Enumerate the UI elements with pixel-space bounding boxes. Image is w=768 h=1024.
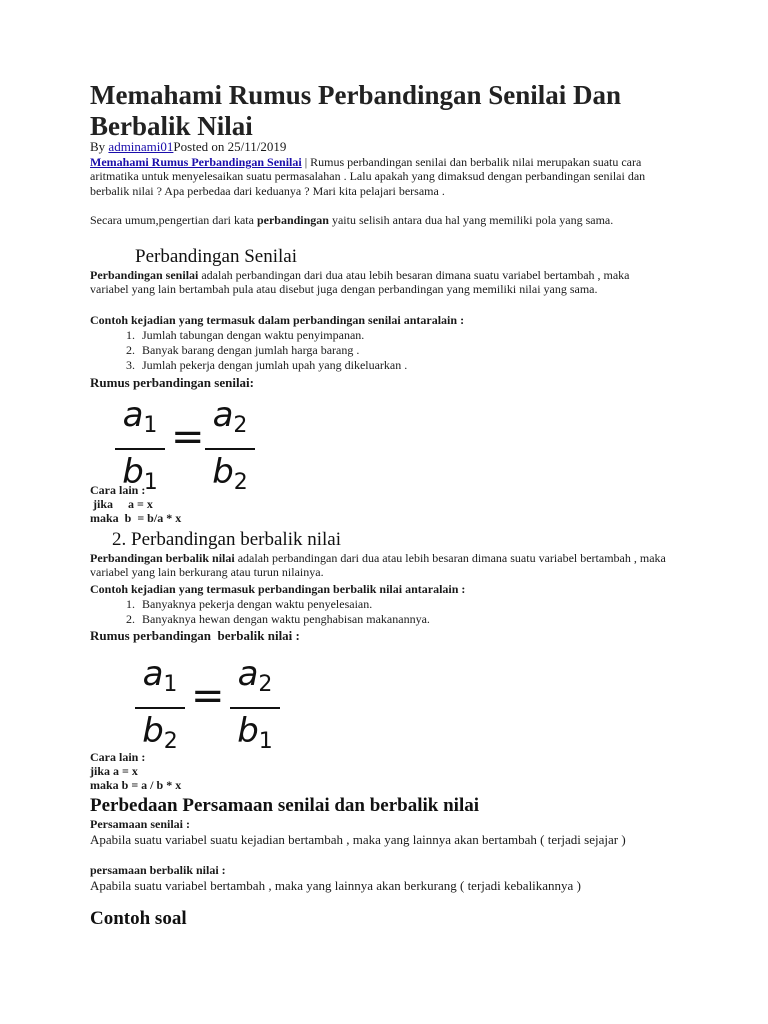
general-definition — [90, 213, 670, 227]
general-pre: Secara umum,pengertian dari kata — [90, 213, 257, 227]
persamaan-senilai-label: Persamaan senilai : — [90, 817, 190, 831]
berbalik-examples-title: Contoh kejadian yang termasuk perbandingan berbalik nilai antaralain : — [90, 582, 466, 596]
alt-label: Cara lain : — [90, 750, 146, 764]
persamaan-berbalik-label: persamaan berbalik nilai : — [90, 863, 226, 877]
persamaan-senilai-text: Apabila suatu variabel suatu kejadian bertambah , maka yang lainnya akan bertambah ( terjadi sejajar ) — [90, 832, 626, 847]
persamaan-berbalik-text: Apabila suatu variabel bertambah , maka yang lainnya akan berkurang ( terjadi kebalikannya ) — [90, 878, 581, 893]
list-item: 2. Banyaknya hewan dengan waktu penghabisan makanannya. — [138, 612, 718, 627]
page-title: Memahami Rumus Perbandingan Senilai Dan Berbalik Nilai — [90, 80, 622, 141]
berbalik-def-bold: Perbandingan berbalik nilai — [90, 551, 235, 565]
senilai-examples-list — [90, 328, 718, 373]
equals-sign: = — [191, 673, 225, 719]
section-heading-perbedaan: Perbedaan Persamaan senilai dan berbalik nilai — [90, 795, 480, 816]
senilai-def-bold: Perbandingan senilai — [90, 268, 199, 282]
list-item: 1. Banyaknya pekerja dengan waktu penyelesaian. — [138, 597, 718, 612]
intro-paragraph — [90, 155, 670, 198]
berbalik-definition — [90, 551, 670, 580]
fraction-left: $a_1$ $b_2$ — [135, 654, 185, 762]
author-link[interactable]: adminami01 — [108, 139, 174, 154]
fraction-right: $a_2$ $b_1$ — [230, 654, 280, 762]
byline — [90, 139, 286, 154]
alt-line: maka b = b/a * x — [90, 511, 182, 525]
section-heading-senilai: Perbandingan Senilai — [135, 246, 297, 267]
section-heading-contoh-soal: Contoh soal — [90, 908, 187, 929]
alt-label: Cara lain : — [90, 483, 146, 497]
alt-line: jika a = x — [90, 497, 153, 511]
intro-text: | Rumus perbandingan senilai dan berbalik nilai merupakan suatu cara aritmatika untuk menyelesaikan suatu permasalahan . Lalu apakah yang dimaksud dengan perbandingan senilai dan berbalik nilai ? Apa perbedaa dari keduanya ? Mari kita pelajari bersama . — [90, 155, 646, 198]
list-item: 2. Banyak barang dengan jumlah harga barang . — [138, 343, 718, 358]
section-heading-berbalik: 2. Perbandingan berbalik nilai — [112, 529, 341, 550]
list-item: 1. Jumlah tabungan dengan waktu penyimpanan. — [138, 328, 718, 343]
senilai-alt-block — [90, 483, 670, 525]
byline-prefix: By — [90, 139, 109, 154]
senilai-formula — [115, 395, 315, 495]
fraction-right: $a_2$ $b_2$ — [205, 395, 255, 503]
berbalik-def-text: adalah perbandingan dari dua atau lebih besaran dimana suatu variabel bertambah , maka variabel yang lain berkurang atau turun nilainya. — [90, 551, 666, 580]
alt-line: jika a = x — [90, 764, 138, 778]
senilai-def-text: adalah perbandingan dari dua atau lebih besaran dimana suatu variabel bertambah , maka variabel yang lain bertambah pula atau disebut juga dengan perbandingan yang memiliki nilai yang sama. — [90, 268, 630, 297]
general-post: yaitu selisih antara dua hal yang memiliki pola yang sama. — [328, 213, 614, 227]
senilai-formula-title: Rumus perbandingan senilai: — [90, 375, 254, 390]
berbalik-examples-list — [90, 597, 718, 627]
fraction-left: $a_1$ $b_1$ — [115, 395, 165, 503]
berbalik-formula-title: Rumus perbandingan berbalik nilai : — [90, 628, 300, 643]
list-item: 3. Jumlah pekerja dengan jumlah upah yang dikeluarkan . — [138, 358, 718, 373]
berbalik-formula — [135, 654, 335, 754]
general-bold: perbandingan — [256, 213, 329, 227]
equals-sign: = — [171, 414, 205, 460]
posted-date: Posted on 25/11/2019 — [173, 139, 287, 154]
senilai-definition — [90, 268, 670, 297]
berbalik-alt-block — [90, 750, 670, 792]
senilai-examples-title: Contoh kejadian yang termasuk dalam perbandingan senilai antaralain : — [90, 313, 465, 327]
intro-link[interactable]: Memahami Rumus Perbandingan Senilai — [90, 155, 302, 169]
alt-line: maka b = a / b * x — [90, 778, 182, 792]
